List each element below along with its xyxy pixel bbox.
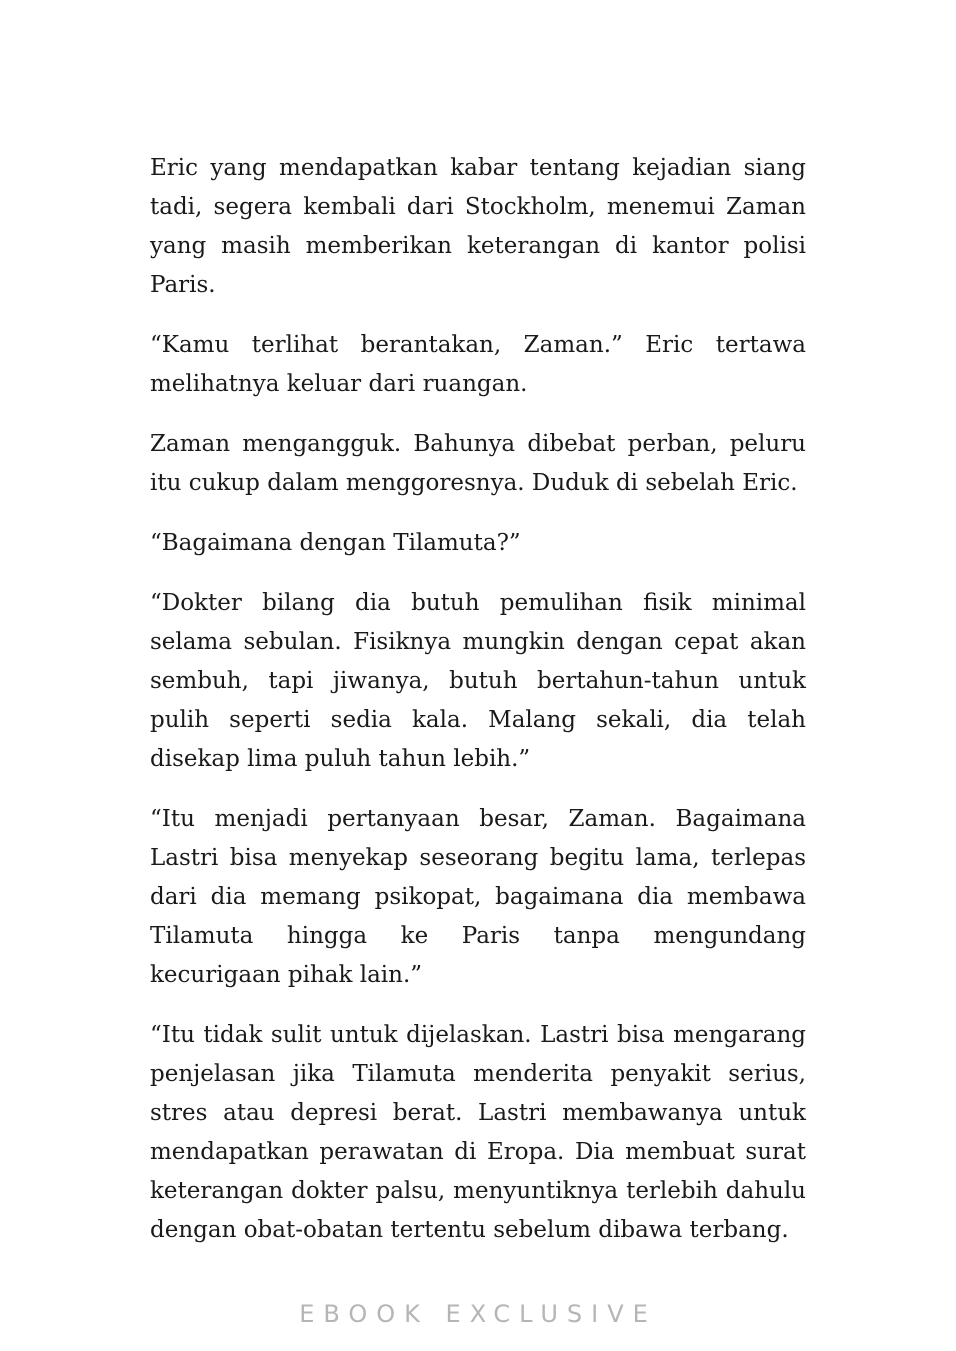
paragraph-5: “Dokter bilang dia butuh pemulihan fisik minimal selama sebulan. Fisiknya mungkin dengan cepat akan sembuh, tapi jiwanya, butuh bertahun-tahun untuk pulih seperti sedia kala. Malang sekali, dia telah disekap lima puluh tahun lebih.” [150, 590, 806, 772]
paragraph-3: Zaman mengangguk. Bahunya dibebat perban, peluru itu cukup dalam menggoresnya. Duduk di sebelah Eric. [150, 431, 806, 496]
paragraph-7: “Itu tidak sulit untuk dijelaskan. Lastri bisa mengarang penjelasan jika Tilamuta menderita penyakit serius, stres atau depresi berat. Lastri membawanya untuk mendapatkan perawatan di Eropa. Dia membuat surat keterangan dokter palsu, menyuntiknya terlebih dahulu dengan obat-obatan tertentu sebelum dibawa terbang. [150, 1022, 806, 1243]
paragraph-6: “Itu menjadi pertanyaan besar, Zaman. Bagaimana Lastri bisa menyekap seseorang begitu lama, terlepas dari dia memang psikopat, bagaimana dia membawa Tilamuta hingga ke Paris tanpa mengundang kecurigaan pihak lain.” [150, 806, 806, 988]
paragraph-2: “Kamu terlihat berantakan, Zaman.” Eric tertawa melihatnya keluar dari ruangan. [150, 332, 806, 397]
body-text [150, 149, 806, 1271]
ebook-exclusive-footer: EBOOK EXCLUSIVE [299, 1300, 657, 1328]
paragraph-4: “Bagaimana dengan Tilamuta?” [150, 530, 521, 556]
paragraph-1: Eric yang mendapatkan kabar tentang kejadian siang tadi, segera kembali dari Stockholm, menemui Zaman yang masih memberikan keterangan di kantor polisi Paris. [150, 155, 806, 298]
